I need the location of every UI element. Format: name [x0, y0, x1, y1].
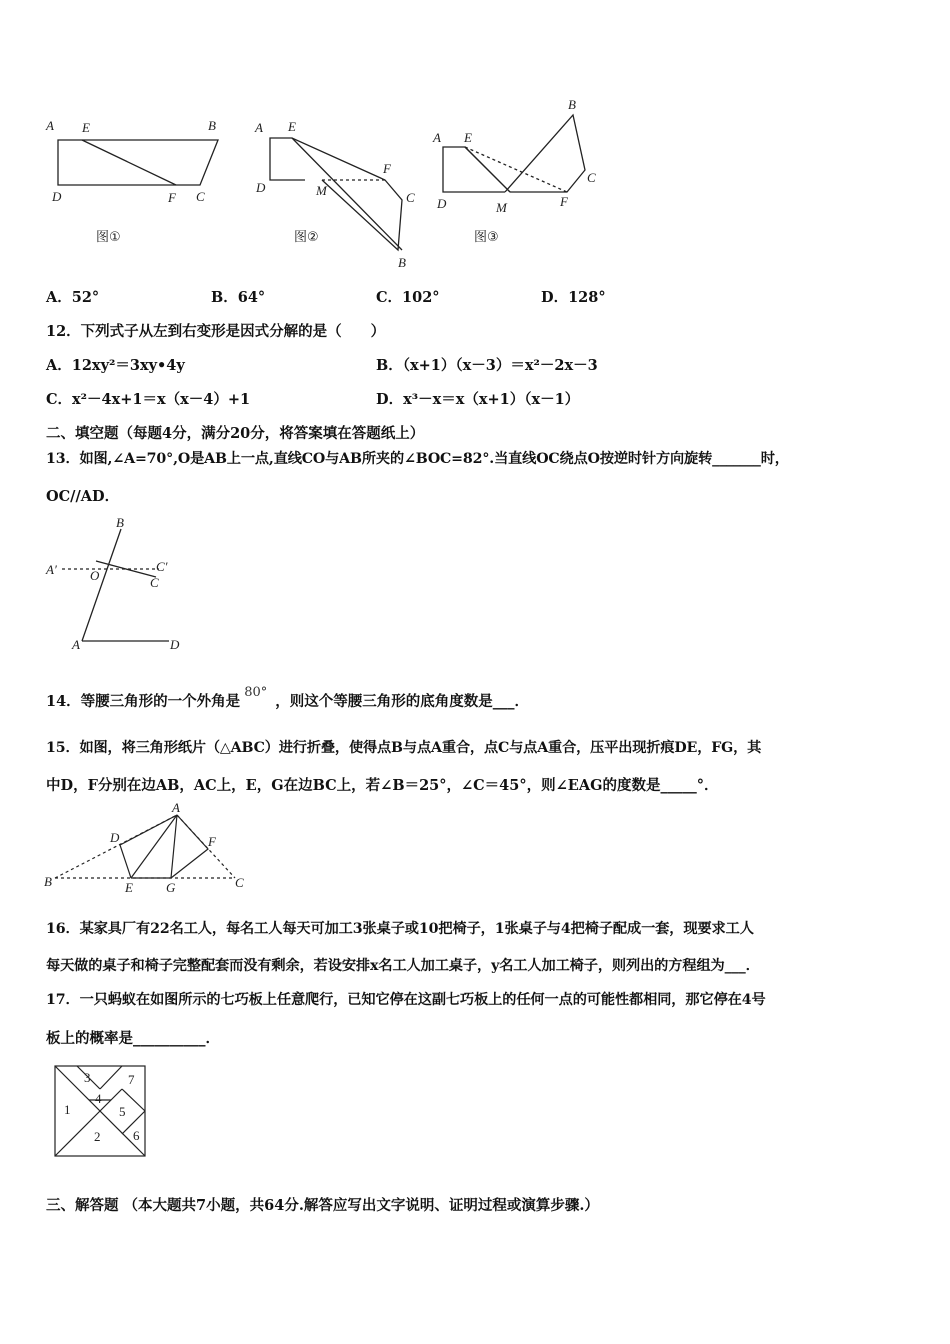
q17-line2: 板上的概率是__________．	[46, 1030, 220, 1047]
fig1-label-C: C	[196, 189, 205, 204]
tangram-piece-6: 6	[133, 1128, 140, 1143]
q11-option-a[interactable]: A．52°	[46, 289, 100, 306]
q11-option-c[interactable]: C．102°	[376, 289, 440, 306]
fig2-label-D: D	[256, 180, 266, 195]
fig1-label-F: F	[168, 190, 176, 205]
q13-label-A1: A′	[46, 562, 57, 577]
q13-label-D: D	[170, 637, 180, 652]
fig3-EM	[465, 147, 510, 192]
q11-option-b[interactable]: B．64°	[211, 289, 266, 306]
fig3-label-D: D	[437, 196, 447, 211]
q15-label-C: C	[235, 875, 244, 890]
fig2-caption: 图②	[294, 230, 319, 245]
q12-option-c[interactable]: C．x²－4x+1＝x（x－4）+1	[46, 391, 251, 408]
fig2-label-E: E	[288, 119, 296, 134]
fig1-label-E: E	[82, 120, 90, 135]
fig2-label-M: M	[316, 183, 327, 198]
q15-line-AG	[171, 815, 177, 878]
q15-label-D: D	[110, 830, 120, 845]
q12-option-d[interactable]: D．x³－x＝x（x+1）（x－1）	[376, 391, 580, 408]
fig3-label-M: M	[496, 200, 507, 215]
q15-fold-D	[120, 815, 177, 878]
fig3-caption: 图③	[474, 230, 499, 245]
tangram-top-cut2	[100, 1066, 122, 1089]
q12-stem: 12．下列式子从左到右变形是因式分解的是（ ）	[46, 323, 386, 340]
tangram-piece-2: 2	[94, 1129, 101, 1144]
q12-option-b[interactable]: B．（x+1）（x－3）＝x²－2x－3	[376, 357, 598, 374]
q15-label-E: E	[125, 880, 133, 895]
q13-line-AB	[82, 529, 121, 641]
fig1-fold-EF	[82, 140, 176, 185]
fig3-label-F: F	[560, 194, 568, 209]
fig3-outline	[443, 147, 510, 192]
q15-figure	[40, 800, 260, 895]
q15-label-B: B	[44, 874, 52, 889]
q11-figures	[40, 95, 620, 275]
fig2-label-A: A	[255, 120, 263, 135]
q14-pre: 14．等腰三角形的一个外角是	[46, 693, 241, 710]
q13-line1: 13．如图,∠A=70°,O是AB上一点,直线CO与AB所夹的∠BOC=82°.当直线OC绕点O按逆时针方向旋转_______时，	[46, 451, 789, 467]
q13-label-O: O	[90, 568, 100, 583]
tangram-piece-7: 7	[128, 1072, 135, 1087]
tangram-piece-5: 5	[119, 1104, 126, 1119]
q13-label-C: C	[150, 575, 159, 590]
q15-line1: 15．如图，将三角形纸片（△ABC）进行折叠，使得点B与点A重合，点C与点A重合，压平出现折痕DE，FG，其	[46, 740, 762, 756]
section-3-heading: 三、解答题 （本大题共7小题，共64分.解答应写出文字说明、证明过程或演算步骤.）	[46, 1197, 599, 1214]
fig2-label-B: B	[398, 255, 406, 270]
fig3-E-mid	[465, 147, 567, 192]
tangram-piece-4: 4	[95, 1091, 102, 1106]
q13-label-A: A	[72, 637, 80, 652]
q13-line2: OC//AD．	[46, 488, 120, 505]
section-2-heading: 二、填空题（每题4分，满分20分，将答案填在答题纸上）	[46, 425, 425, 442]
q15-line-AE	[131, 815, 177, 878]
q16-line2: 每天做的桌子和椅子完整配套而没有剩余，若设安排x名工人加工桌子，y名工人加工椅子，则列出的方程组为___．	[46, 958, 760, 974]
fig1-label-B: B	[208, 118, 216, 133]
fig3-flap	[505, 115, 585, 192]
q12-option-a[interactable]: A．12xy²＝3xy•4y	[46, 357, 185, 374]
fig3-label-B: B	[568, 97, 576, 112]
q13-label-B: B	[116, 515, 124, 530]
q14-post: ，则这个等腰三角形的底角度数是___．	[275, 693, 529, 710]
q15-label-F: F	[208, 834, 216, 849]
q17-tangram	[50, 1062, 150, 1162]
fig2-label-C: C	[406, 190, 415, 205]
fig1-label-A: A	[46, 118, 54, 133]
fig3-label-E: E	[464, 130, 472, 145]
q11-option-d[interactable]: D．128°	[541, 289, 606, 306]
q15-label-G: G	[166, 880, 176, 895]
q14-value: 80°	[244, 685, 268, 700]
q13-label-C1: C′	[156, 559, 168, 574]
fig1-caption: 图①	[96, 230, 121, 245]
q14-text	[46, 685, 529, 711]
q15-label-A: A	[172, 800, 180, 815]
tangram-piece-3: 3	[84, 1070, 91, 1085]
fig1-trapezoid	[58, 140, 218, 185]
fig1-label-D: D	[52, 189, 62, 204]
fig3-label-A: A	[433, 130, 441, 145]
tangram-piece-1: 1	[64, 1102, 71, 1117]
q15-line2: 中D，F分别在边AB，AC上，E，G在边BC上，若∠B＝25°，∠C＝45°，则∠EAG的度数是_____°．	[46, 777, 719, 794]
q16-line1: 16．某家具厂有22名工人，每名工人每天可加工3张桌子或10把椅子，1张桌子与4把椅子配成一套，现要求工人	[46, 921, 754, 937]
q13-figure	[44, 515, 194, 655]
fig2-outline	[270, 138, 402, 250]
q17-line1: 17．一只蚂蚁在如图所示的七巧板上任意爬行，已知它停在这副七巧板上的任何一点的可能性都相同，那它停在4号	[46, 992, 766, 1008]
fig3-label-C: C	[587, 170, 596, 185]
fig2-label-F: F	[383, 161, 391, 176]
